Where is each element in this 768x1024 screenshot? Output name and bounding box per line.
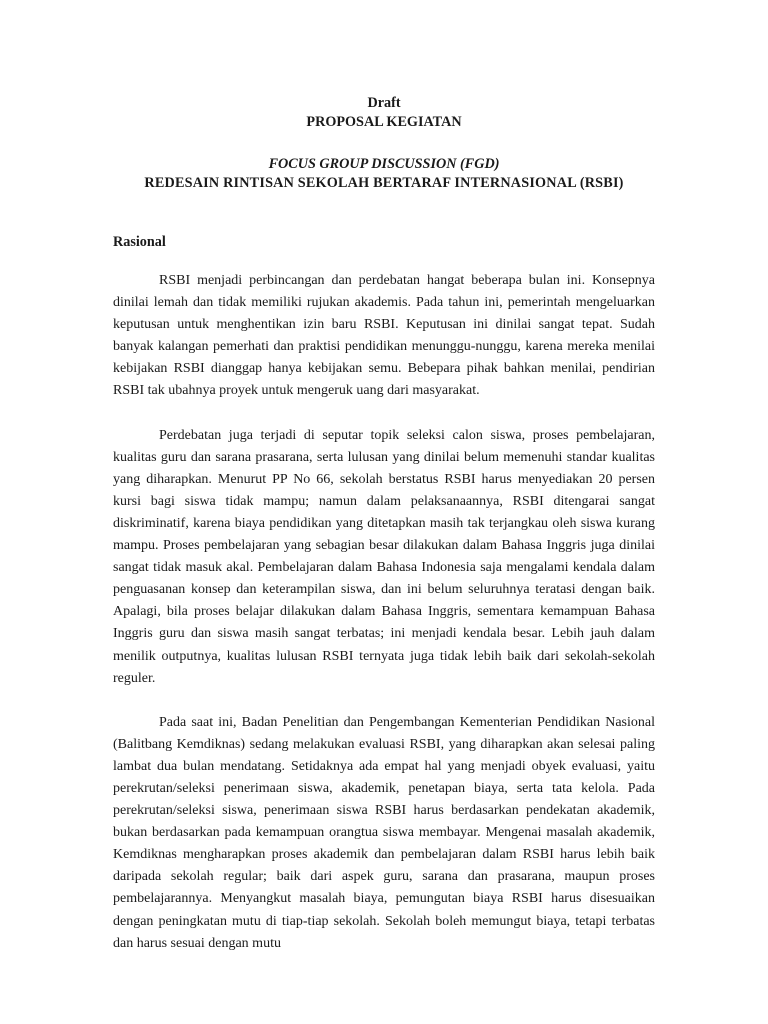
draft-label: Draft <box>367 95 401 111</box>
proposal-title: PROPOSAL KEGIATAN <box>306 114 462 130</box>
body-paragraph-2: Perdebatan juga terjadi di seputar topik seleksi calon siswa, proses pembelajaran, kualitas guru dan sarana prasarana, serta lulusan yang dinilai belum memenuhi standar kualitas yang diharapkan. Menurut PP No 66, sekolah berstatus RSBI harus menyediakan 20 persen kursi bagi siswa tidak mampu; namun dalam pelaksanaannya, RSBI ditengarai sangat diskriminatif, karena biaya pendidikan yang ditetapkan masih tak terjangkau oleh siswa kurang mampu. Proses pembelajaran yang sebagian besar dilakukan dalam Bahasa Inggris juga dinilai sangat tidak masuk akal. Pembelajaran dalam Bahasa Indonesia saja mengalami kendala dalam penguasanan konsep dan keterampilan siswa, dan ini belum seluruhnya teratasi dengan baik. Apalagi, bila proses belajar dilakukan dalam Bahasa Inggris, sementara kemampuan Bahasa Inggris guru dan siswa masih sangat terbatas; ini menjadi kendala besar. Lebih jauh dalam menilik outputnya, kualitas lulusan RSBI ternyata juga tidak lebih baik dari sekolah-sekolah reguler. <box>113 427 655 686</box>
subject-title: REDESAIN RINTISAN SEKOLAH BERTARAF INTERNASIONAL (RSBI) <box>144 175 624 191</box>
fgd-title: FOCUS GROUP DISCUSSION (FGD) <box>268 156 500 172</box>
document-header <box>113 94 655 193</box>
header-spacer <box>113 132 655 155</box>
body-paragraph-3: Pada saat ini, Badan Penelitian dan Pengembangan Kementerian Pendidikan Nasional (Balitbang Kemdiknas) sedang melakukan evaluasi RSBI, yang diharapkan akan selesai paling lambat dua bulan mendatang. Setidaknya ada empat hal yang menjadi obyek evaluasi, yaitu perekrutan/seleksi penerimaan siswa, akademik, penetapan biaya, serta tata kelola. Pada perekrutan/seleksi siswa, penerimaan siswa RSBI harus berdasarkan pendekatan akademik, bukan berdasarkan pada kemampuan orangtua siswa membayar. Mengenai masalah akademik, Kemdiknas mengharapkan proses akademik dan pembelajaran dalam RSBI harus lebih baik daripada sekolah regular; baik dari aspek guru, sarana dan prasarana, maupun proses pembelajarannya. Menyangkut masalah biaya, pemungutan biaya RSBI harus disesuaikan dengan peningkatan mutu di tiap-tiap sekolah. Sekolah boleh memungut biaya, tetapi terbatas dan harus sesuai dengan mutu <box>113 714 655 951</box>
body-paragraph-1: RSBI menjadi perbincangan dan perdebatan hangat beberapa bulan ini. Konsepnya dinilai lemah dan tidak memiliki rujukan akademis. Pada tahun ini, pemerintah mengeluarkan keputusan untuk menghentikan izin baru RSBI. Keputusan ini dinilai sangat tepat. Sudah banyak kalangan pemerhati dan praktisi pendidikan menunggu-nunggu, karena mereka menilai kebijakan RSBI dianggap hanya kebijakan semu. Bebepara pihak bahkan menilai, pendirian RSBI tak ubahnya proyek untuk mengeruk uang dari masyarakat. <box>113 273 655 399</box>
section-heading-rasional: Rasional <box>113 234 166 250</box>
